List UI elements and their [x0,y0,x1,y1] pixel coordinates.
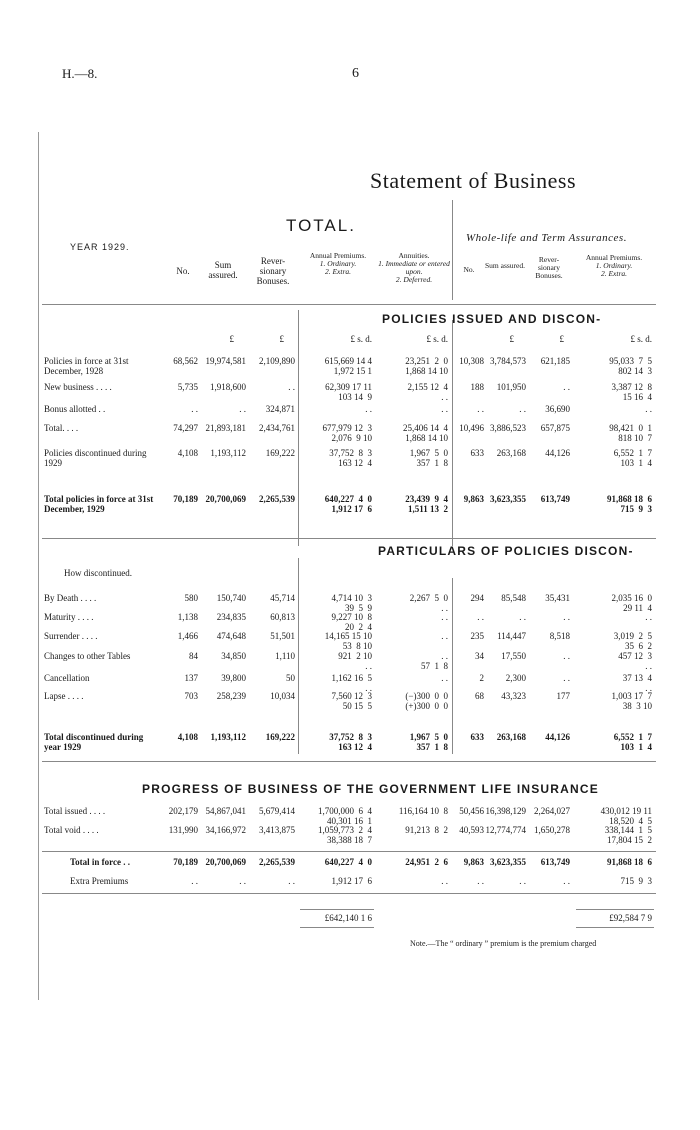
table-cell-no: 1,138 [177,612,198,622]
table-cell-ann: 14,165 15 10 53 8 10 [324,631,372,651]
table-cell-annu: . . [441,673,448,683]
section-rule-3 [42,851,656,852]
table-cell-wann: 715 9 3 [620,876,652,886]
table-cell-ann: 640,227 4 0 1,912 17 6 [324,494,372,514]
row-label: Total policies in force at 31st December, 1929 [44,494,154,514]
currency-cell: £ [229,334,234,344]
table-cell-wrev: 44,126 [545,448,570,458]
table-cell-no: 580 [184,593,198,603]
table-cell-sum: 1,193,112 [210,732,246,742]
table-cell-sum: 39,800 [221,673,246,683]
table-cell-wann: 6,552 1 7 103 1 4 [613,732,652,752]
section-progress: PROGRESS OF BUSINESS OF THE GOVERNMENT LIFE INSURANCE [142,782,599,796]
table-cell-sum: 1,193,112 [210,448,246,458]
vrule-2 [298,558,299,754]
grand-total-annual: £642,140 1 6 [324,913,372,923]
table-cell-wann: . . [645,404,652,414]
table-cell-wno: 10,308 [459,356,484,366]
header-rule [42,304,656,305]
row-label: Cancellation [44,673,90,683]
table-cell-wsum: . . [519,876,526,886]
row-label: New business . . . . [44,382,112,392]
col-annuities-title: Annuities. [398,251,430,260]
table-cell-wrev: 621,185 [540,356,570,366]
table-cell-rev: 5,679,414 [259,806,295,816]
table-cell-ann: 37,752 8 3 163 12 4 [329,448,372,468]
table-cell-sum: 20,700,069 [205,494,246,504]
table-cell-wsum: 263,168 [496,448,526,458]
table-cell-wno: . . [477,876,484,886]
table-cell-ann: 1,162 16 5 . . [331,673,372,693]
table-cell-annu: . . [441,404,448,414]
table-cell-wann: 95,033 7 5 802 14 3 [609,356,652,376]
table-cell-wno: 9,863 [463,857,484,867]
vrule-top [452,200,453,300]
table-cell-wsum: 43,323 [501,691,526,701]
table-cell-wrev: 44,126 [545,732,570,742]
table-cell-ann: 1,700,000 6 4 40,301 16 1 [318,806,372,826]
table-cell-wann: 430,012 19 11 18,520 4 5 [600,806,652,826]
table-cell-wsum: 17,550 [501,651,526,661]
row-label: Total issued . . . . [44,806,106,816]
col-w-no: No. [463,265,475,274]
table-cell-wrev: 35,431 [545,593,570,603]
table-cell-wann: 37 13 4 . . [622,673,652,693]
table-cell-ann: 62,309 17 11 103 14 9 [325,382,372,402]
table-cell-no: 131,990 [168,825,198,835]
table-cell-wno: 294 [470,593,484,603]
table-cell-rev: . . [288,876,295,886]
table-cell-rev: 169,222 [265,732,295,742]
table-cell-wann: 98,421 0 1 818 10 7 [609,423,652,443]
section-rule-1 [42,538,656,539]
table-cell-wann: 2,035 16 0 29 11 4 [611,593,652,613]
vrule-4 [452,578,453,754]
table-cell-ann: 1,059,773 2 4 38,388 18 7 [318,825,372,845]
table-cell-rev: . . [288,382,295,392]
table-cell-wsum: 3,784,573 [490,356,526,366]
table-cell-no: 202,179 [168,806,198,816]
col-no: No. [176,266,190,276]
table-cell-wsum: 2,300 [505,673,526,683]
table-cell-wno: . . [477,404,484,414]
whole-life-heading: Whole-life and Term Assurances. [466,232,627,244]
table-cell-annu: 116,164 10 8 [398,806,448,816]
table-cell-no: . . [191,404,198,414]
table-cell-sum: 34,166,972 [205,825,246,835]
table-cell-wrev: . . [563,382,570,392]
total-heading: TOTAL. [286,216,356,235]
table-cell-annu: 1,967 5 0 357 1 8 [409,732,448,752]
currency-cell: £ s. d. [350,334,372,344]
table-cell-no: 703 [184,691,198,701]
table-cell-wrev: 1,650,278 [534,825,570,835]
grand-rule [576,909,654,910]
table-cell-rev: 2,265,539 [259,494,295,504]
grand-rule [300,909,374,910]
table-cell-sum: 258,239 [216,691,246,701]
table-cell-annu: 23,439 9 4 1,511 13 2 [405,494,448,514]
table-cell-rev: 2,109,890 [259,356,295,366]
table-cell-wrev: 8,518 [549,631,570,641]
table-cell-no: 4,108 [177,732,198,742]
table-cell-wsum: 263,168 [496,732,526,742]
table-cell-wno: 235 [470,631,484,641]
table-cell-wann: 91,868 18 6 715 9 3 [607,494,652,514]
table-cell-sum: 34,850 [221,651,246,661]
col-w-sum: Sum assured. [485,261,525,270]
col-w-rev: Rever-sionary Bonuses. [535,255,563,280]
table-cell-no: 70,189 [173,857,198,867]
table-cell-ann: 677,979 12 3 2,076 9 10 [322,423,372,443]
table-cell-sum: 19,974,581 [205,356,246,366]
vrule-1 [298,310,299,546]
table-cell-wno: 188 [470,382,484,392]
table-cell-annu: 2,267 5 0 . . [409,593,448,613]
page-title: Statement of Business [370,168,577,193]
table-cell-wann: 3,387 12 8 15 16 4 [611,382,652,402]
col-annual [302,252,374,276]
table-cell-ann: 4,714 10 3 39 5 9 [331,593,372,613]
table-cell-wsum: 12,774,774 [485,825,526,835]
table-cell-ann: 7,560 12 3 50 15 5 [331,691,372,711]
table-cell-wsum: 3,623,355 [490,857,526,867]
table-cell-wno: 633 [470,732,484,742]
row-label: Extra Premiums [70,876,129,886]
table-cell-wrev: . . [563,876,570,886]
currency-cell: £ [509,334,514,344]
table-cell-rev: 324,871 [265,404,295,414]
table-cell-sum: 21,893,181 [205,423,246,433]
row-label: Total discontinued during year 1929 [44,732,144,752]
table-cell-rev: 60,813 [270,612,295,622]
table-cell-wrev: 613,749 [540,857,570,867]
grand-rule [300,927,374,928]
table-cell-annu: 25,406 14 4 1,868 14 10 [403,423,448,443]
col-w-annual-1: 1. Ordinary. [595,261,633,270]
table-cell-ann: 640,227 4 0 [324,857,372,867]
table-cell-wno: 10,496 [459,423,484,433]
page-number: 6 [352,66,359,81]
table-cell-ann: 9,227 10 8 20 2 4 [331,612,372,632]
table-cell-annu: 91,213 8 2 [405,825,448,835]
table-cell-no: . . [191,876,198,886]
grand-total-w-annual: £92,584 7 9 [609,913,652,923]
table-cell-wrev: . . [563,651,570,661]
table-cell-sum: 54,867,041 [205,806,246,816]
table-cell-wann: 91,868 18 6 [607,857,652,867]
footnote: Note.—The “ ordinary ” premium is the premium charged [410,939,597,948]
table-cell-wrev: 657,875 [540,423,570,433]
table-cell-wann: 1,003 17 7 38 3 10 [611,691,652,711]
how-discontinued-label: How discontinued. [64,568,132,578]
table-cell-ann: 37,752 8 3 163 12 4 [329,732,372,752]
table-cell-wann: 457 12 3 . . [618,651,652,671]
table-cell-wno: 2 [479,673,484,683]
table-cell-rev: 51,501 [270,631,295,641]
col-rev: Rever-sionary Bonuses. [256,256,290,286]
table-cell-wsum: 85,548 [501,593,526,603]
col-annual-title: Annual Premiums. [309,251,367,260]
currency-cell: £ [279,334,284,344]
table-cell-wsum: . . [519,404,526,414]
row-label: Policies discontinued during 1929 [44,448,147,468]
table-cell-wsum: 3,623,355 [490,494,526,504]
table-cell-sum: 474,648 [216,631,246,641]
table-cell-annu: 24,951 2 6 [405,857,448,867]
page-code: H.—8. [62,66,98,81]
table-cell-no: 84 [189,651,198,661]
section-policies-issued: POLICIES ISSUED AND DISCON- [382,312,602,326]
table-cell-wrev: . . [563,673,570,683]
table-cell-rev: 3,413,875 [259,825,295,835]
col-annual-1: 1. Ordinary. [319,259,357,268]
table-cell-rev: 169,222 [265,448,295,458]
table-cell-annu: . . [441,612,448,622]
section-rule-2 [42,761,656,762]
table-cell-no: 137 [184,673,198,683]
col-annual-2: 2. Extra. [324,267,352,276]
table-cell-no: 4,108 [177,448,198,458]
table-cell-wrev: 177 [556,691,570,701]
row-label: Total void . . . . [44,825,99,835]
row-label: By Death . . . . [44,593,97,603]
col-w-annual-title: Annual Premiums. [585,253,643,262]
table-cell-wrev: . . [563,612,570,622]
table-cell-rev: 2,434,761 [259,423,295,433]
table-cell-no: 68,562 [173,356,198,366]
table-cell-no: 1,466 [177,631,198,641]
table-cell-no: 70,189 [173,494,198,504]
table-cell-rev: 1,110 [275,651,295,661]
table-cell-wno: 633 [470,448,484,458]
table-cell-annu: 1,967 5 0 357 1 8 [409,448,448,468]
table-cell-wsum: 3,886,523 [490,423,526,433]
col-w-annual-2: 2. Extra. [600,269,628,278]
col-sum: Sum assured. [208,260,238,280]
col-annuities-2: 2. Deferred. [395,275,433,284]
table-cell-wrev: 2,264,027 [534,806,570,816]
section-rule-4 [42,893,656,894]
table-cell-no: 74,297 [173,423,198,433]
table-cell-wsum: 16,398,129 [485,806,526,816]
col-annuities [378,252,450,284]
table-cell-rev: 45,714 [270,593,295,603]
section-particulars: PARTICULARS OF POLICIES DISCON- [378,544,634,558]
table-cell-wann: 3,019 2 5 35 6 2 [613,631,652,651]
table-cell-wann: 6,552 1 7 103 1 4 [613,448,652,468]
col-annuities-1: 1. Immediate or entered upon. [378,259,450,276]
table-cell-wno: 50,456 [459,806,484,816]
grand-rule [576,927,654,928]
table-cell-wrev: 36,690 [545,404,570,414]
table-cell-wsum: . . [519,612,526,622]
row-label: Total. . . . [44,423,79,433]
table-cell-ann: . . [365,404,372,414]
row-label: Total in force . . [70,857,130,867]
table-cell-rev: 2,265,539 [259,857,295,867]
table-cell-wsum: 114,447 [497,631,526,641]
currency-cell: £ s. d. [426,334,448,344]
year-label: YEAR 1929. [70,242,130,252]
table-cell-wann: . . [645,612,652,622]
table-cell-ann: 921 2 10 . . [338,651,372,671]
currency-cell: £ [559,334,564,344]
table-cell-wno: . . [477,612,484,622]
currency-cell: £ s. d. [630,334,652,344]
table-cell-wno: 40,593 [459,825,484,835]
table-cell-annu: 23,251 2 0 1,868 14 10 [405,356,448,376]
table-cell-wno: 68 [475,691,484,701]
table-cell-annu: . . [441,631,448,641]
row-label: Surrender . . . . [44,631,98,641]
table-cell-sum: . . [239,404,246,414]
row-label: Changes to other Tables [44,651,131,661]
table-cell-sum: 150,740 [216,593,246,603]
table-cell-sum: 234,835 [216,612,246,622]
vrule-3 [452,320,453,546]
table-cell-ann: 615,669 14 4 1,972 15 1 [324,356,372,376]
table-cell-wno: 34 [475,651,484,661]
table-cell-wann: 338,144 1 5 17,804 15 2 [604,825,652,845]
row-label: Lapse . . . . [44,691,84,701]
row-label: Maturity . . . . [44,612,94,622]
table-cell-no: 5,735 [177,382,198,392]
col-w-annual [574,254,654,278]
table-cell-annu: . . [441,876,448,886]
table-cell-annu: (−)300 0 0 (+)300 0 0 [405,691,448,711]
table-cell-wsum: 101,950 [496,382,526,392]
table-cell-annu: 2,155 12 4 . . [407,382,448,402]
table-cell-annu: . . 57 1 8 [421,651,448,671]
table-cell-ann: 1,912 17 6 [331,876,372,886]
table-cell-sum: 20,700,069 [205,857,246,867]
table-cell-wno: 9,863 [463,494,484,504]
table-cell-rev: 10,034 [270,691,295,701]
table-cell-sum: . . [239,876,246,886]
table-cell-wrev: 613,749 [540,494,570,504]
table-cell-rev: 50 [286,673,295,683]
row-label: Policies in force at 31st December, 1928 [44,356,129,376]
row-label: Bonus allotted . . [44,404,106,414]
table-cell-sum: 1,918,600 [210,382,246,392]
